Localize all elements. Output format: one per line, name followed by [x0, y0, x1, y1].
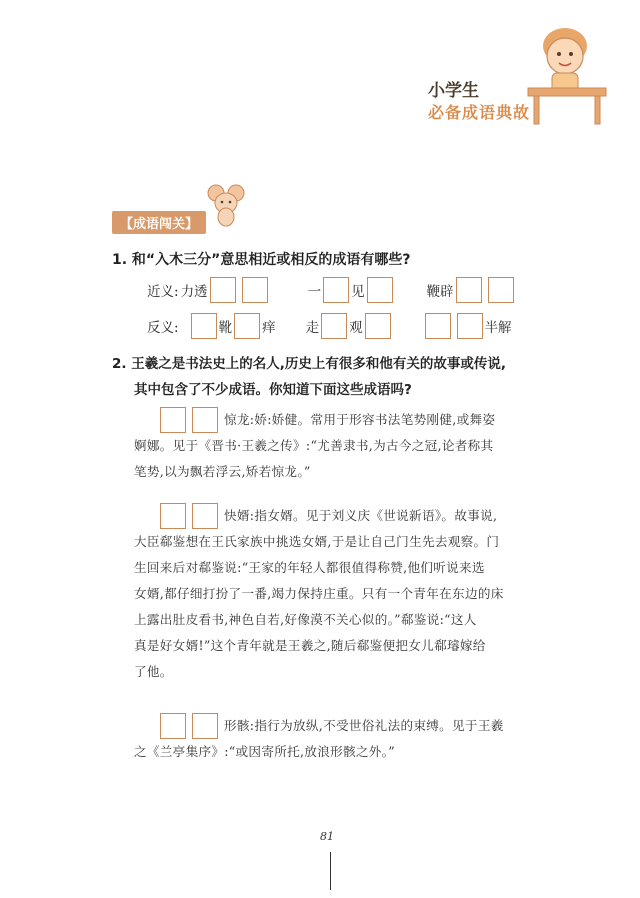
answer-box[interactable]: [456, 277, 482, 303]
answer-box[interactable]: [160, 407, 186, 433]
p3-line2: 之《兰亭集序》:“或因寄所托,放浪形骸之外。”: [134, 744, 396, 759]
p2-line5: 上露出肚皮看书,神色自若,好像漠不关心似的。”郗鉴说:“这人: [134, 612, 477, 627]
p2-line3: 生回来后对郗鉴说:“王家的年轻人都很值得称赞,他们听说来选: [134, 560, 485, 575]
answer-box[interactable]: [323, 277, 349, 303]
p1-line3: 笔势,以为飘若浮云,矫若惊龙。”: [134, 464, 311, 479]
answer-box[interactable]: [210, 277, 236, 303]
anti1-end: 痒: [262, 320, 276, 336]
question-2-title-line1: 2. 王羲之是书法史上的名人,历史上有很多和他有关的故事或传说,: [112, 356, 506, 372]
answer-box[interactable]: [160, 713, 186, 739]
anti-label: 反义:: [147, 320, 179, 336]
near2-b: 见: [351, 284, 365, 300]
answer-box[interactable]: [425, 313, 451, 339]
question-1-title: 1. 和“入木三分”意思相近或相反的成语有哪些?: [112, 252, 411, 268]
anti2-a: 走: [305, 320, 320, 336]
boy-at-desk-illustration: [520, 18, 610, 128]
near3-prefix: 鞭辟: [426, 284, 454, 300]
answer-box[interactable]: [192, 407, 218, 433]
page-number: 81: [320, 830, 334, 843]
near-label: 近义:: [147, 284, 179, 300]
anti3-end: 半解: [484, 320, 512, 336]
p3-first: 形骸:指行为放纵,不受世俗礼法的束缚。见于王羲: [224, 718, 504, 733]
answer-box[interactable]: [457, 313, 483, 339]
answer-box[interactable]: [191, 313, 217, 339]
anti1-mid: 靴: [218, 320, 233, 336]
p2-line6: 真是好女婿!”这个青年就是王羲之,随后郗鉴便把女儿郗璿嫁给: [134, 638, 486, 653]
near-synonyms-row: [147, 277, 514, 303]
p2-first: 快婿:指女婿。见于刘义庆《世说新语》。故事说,: [224, 508, 498, 523]
near2-a: 一: [307, 284, 322, 300]
p2-line2: 大臣郗鉴想在王氏家族中挑选女婿,于是让自己门生先去观察。门: [134, 534, 500, 549]
idiom-2-paragraph: [134, 503, 554, 685]
answer-box[interactable]: [234, 313, 260, 339]
p2-line7: 了他。: [134, 664, 173, 679]
answer-box[interactable]: [321, 313, 347, 339]
answer-box[interactable]: [488, 277, 514, 303]
anti2-b: 观: [349, 320, 363, 336]
answer-box[interactable]: [160, 503, 186, 529]
answer-box[interactable]: [367, 277, 393, 303]
header-line2: 必备成语典故: [428, 103, 531, 122]
antonyms-row: [147, 313, 512, 339]
idiom-3-paragraph: [134, 713, 554, 765]
p1-first: 惊龙:娇:娇健。常用于形容书法笔势刚健,或舞姿: [224, 412, 496, 427]
mouse-mascot-icon: [206, 183, 246, 227]
section-tag: 【成语闯关】: [112, 211, 206, 234]
bottom-divider: [330, 852, 331, 890]
p1-line2: 婀娜。见于《晋书·王羲之传》:“尤善隶书,为古今之冠,论者称其: [134, 438, 494, 453]
question-2-title-line2: 其中包含了不少成语。你知道下面这些成语吗?: [134, 382, 412, 398]
idiom-1-paragraph: [134, 407, 554, 485]
header-line1: 小学生: [428, 81, 479, 101]
answer-box[interactable]: [365, 313, 391, 339]
answer-box[interactable]: [192, 713, 218, 739]
answer-box[interactable]: [192, 503, 218, 529]
p2-line4: 女婿,都仔细打扮了一番,竭力保持庄重。只有一个青年在东边的床: [134, 586, 504, 601]
answer-box[interactable]: [242, 277, 268, 303]
near1-prefix: 力透: [180, 284, 208, 300]
